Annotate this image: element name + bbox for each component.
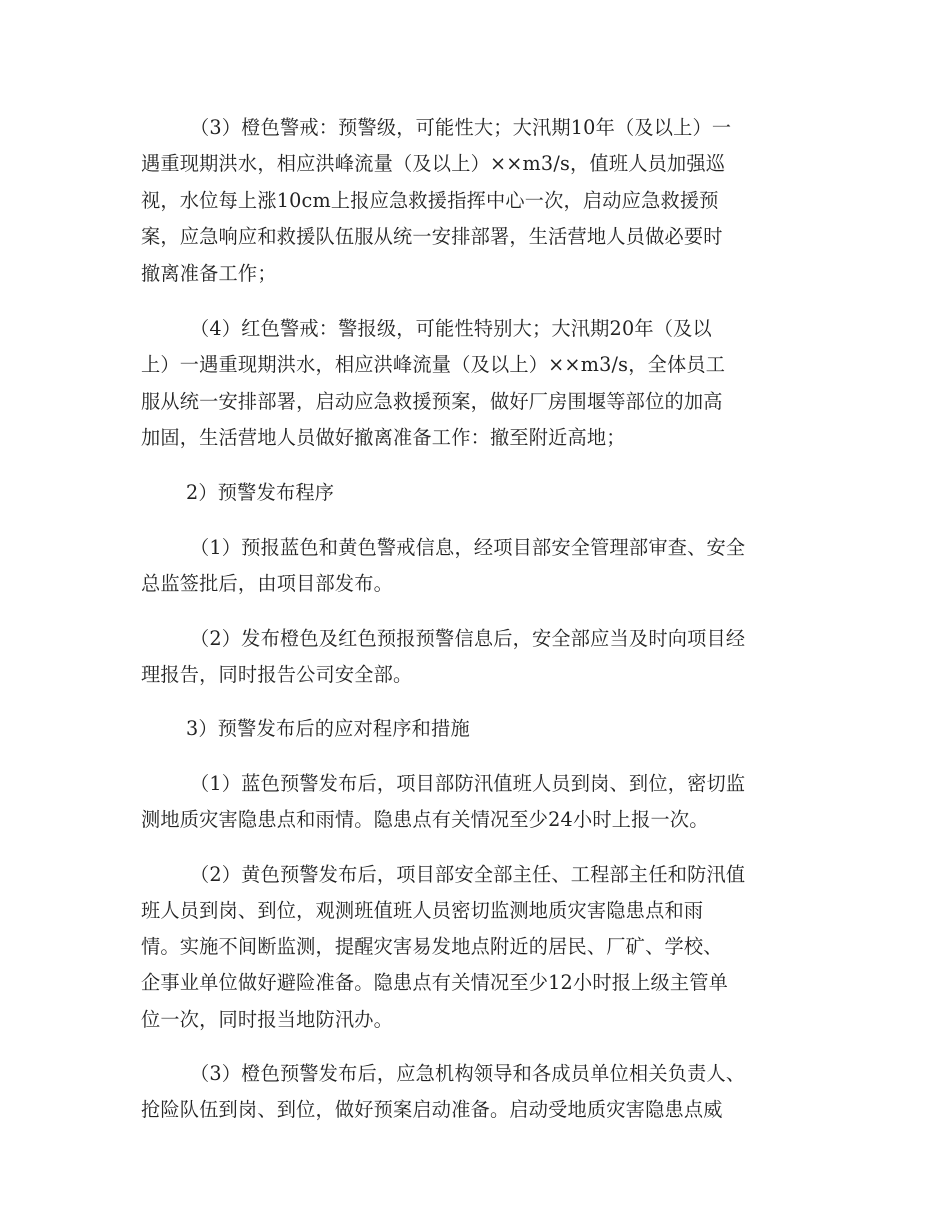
paragraph-blue-yellow-release-line-1: （1）预报蓝色和黄色警戒信息，经项目部安全管理部审查、安全 <box>190 536 746 559</box>
paragraph-orange-alert-line-5: 撤离准备工作； <box>141 262 277 285</box>
paragraph-yellow-response-line-5: 位一次，同时报当地防汛办。 <box>141 1008 394 1031</box>
paragraph-red-alert-line-3: 服从统一安排部署，启动应急救援预案，做好厂房围堰等部位的加高 <box>141 390 723 413</box>
paragraph-orange-response-line-1: （3）橙色预警发布后，应急机构领导和各成员单位相关负责人、 <box>190 1062 746 1085</box>
paragraph-yellow-response-line-2: 班人员到岗、到位，观测班值班人员密切监测地质灾害隐患点和雨 <box>141 899 704 922</box>
paragraph-yellow-response-line-1: （2）黄色预警发布后，项目部安全部主任、工程部主任和防汛值 <box>190 863 746 886</box>
paragraph-blue-yellow-release-line-2: 总监签批后，由项目部发布。 <box>141 572 394 595</box>
paragraph-yellow-response-line-4: 企事业单位做好避险准备。隐患点有关情况至少12小时报上级主管单 <box>141 971 729 994</box>
paragraph-red-alert-line-1: （4）红色警戒：警报级，可能性特别大；大汛期20年（及以 <box>190 317 712 340</box>
paragraph-red-alert-line-2: 上）一遇重现期洪水，相应洪峰流量（及以上）××m3/s，全体员工 <box>141 353 726 376</box>
paragraph-red-alert-line-4: 加固，生活营地人员做好撤离准备工作：撤至附近高地； <box>141 426 626 449</box>
section-heading-warning-release-procedure: 2）预警发布程序 <box>186 481 335 504</box>
paragraph-orange-response-line-2: 抢险队伍到岗、到位，做好预案启动准备。启动受地质灾害隐患点威 <box>141 1098 723 1121</box>
paragraph-orange-alert-line-4: 案，应急响应和救援队伍服从统一安排部署，生活营地人员做必要时 <box>141 225 723 248</box>
paragraph-orange-alert-line-3: 视，水位每上涨10cm上报应急救援指挥中心一次，启动应急救援预 <box>141 189 719 212</box>
section-heading-response-procedure: 3）预警发布后的应对程序和措施 <box>186 717 470 740</box>
paragraph-orange-alert-line-1: （3）橙色警戒：预警级，可能性大；大汛期10年（及以上）一 <box>190 116 732 139</box>
paragraph-orange-red-release-line-1: （2）发布橙色及红色预报预警信息后，安全部应当及时向项目经 <box>190 627 746 650</box>
paragraph-blue-response-line-2: 测地质灾害隐患点和雨情。隐患点有关情况至少24小时上报一次。 <box>141 808 709 831</box>
paragraph-yellow-response-line-3: 情。实施不间断监测，提醒灾害易发地点附近的居民、厂矿、学校、 <box>141 935 723 958</box>
paragraph-blue-response-line-1: （1）蓝色预警发布后，项目部防汛值班人员到岗、到位，密切监 <box>190 772 746 795</box>
paragraph-orange-red-release-line-2: 理报告，同时报告公司安全部。 <box>141 663 413 686</box>
paragraph-orange-alert-line-2: 遇重现期洪水，相应洪峰流量（及以上）××m3/s，值班人员加强巡 <box>141 152 726 175</box>
